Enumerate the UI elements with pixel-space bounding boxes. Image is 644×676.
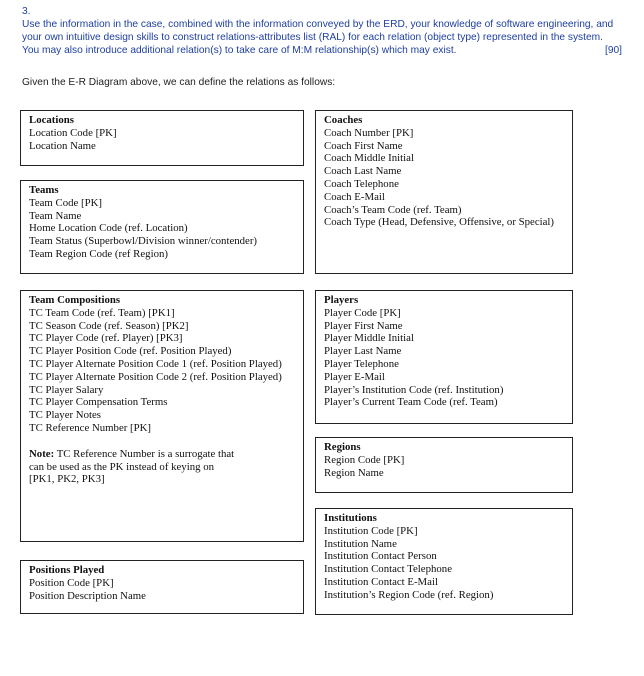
attribute: Player Middle Initial xyxy=(324,332,414,345)
attribute: Region Code [PK] xyxy=(324,453,405,466)
attribute: Location Name xyxy=(29,139,96,152)
attribute: TC Season Code (ref. Season) [PK2] xyxy=(29,319,189,332)
attribute: Region Name xyxy=(324,466,384,479)
attribute: TC Team Code (ref. Team) [PK1] xyxy=(29,306,175,319)
question-points: [90] xyxy=(605,45,622,56)
note-label: Note: xyxy=(29,447,55,460)
relation-box-regions xyxy=(315,437,573,493)
attribute: Player Code [PK] xyxy=(324,306,401,319)
attribute: Institution Contact Telephone xyxy=(324,563,452,576)
attribute: TC Player Compensation Terms xyxy=(29,396,168,409)
attribute: Institution Name xyxy=(324,537,397,550)
attribute: Position Code [PK] xyxy=(29,576,114,589)
attribute: Coach’s Team Code (ref. Team) xyxy=(324,203,462,216)
attribute: Coach First Name xyxy=(324,139,403,152)
attribute: Player E-Mail xyxy=(324,370,385,383)
attribute: Coach E-Mail xyxy=(324,190,385,203)
attribute: TC Player Notes xyxy=(29,409,101,422)
question-block xyxy=(22,5,622,57)
note xyxy=(29,448,303,486)
attribute: Team Status (Superbowl/Division winner/contender) xyxy=(29,235,258,248)
attribute: Home Location Code (ref. Location) xyxy=(29,222,188,235)
attribute: Institution Contact Person xyxy=(324,550,437,563)
intro-text: Given the E-R Diagram above, we can define the relations as follows: xyxy=(22,77,336,88)
relation-title: Positions Played xyxy=(29,564,105,576)
attribute: Coach Middle Initial xyxy=(324,152,414,165)
note-line: [PK1, PK2, PK3] xyxy=(29,473,105,486)
relation-title: Institutions xyxy=(324,512,377,524)
note-line: TC Reference Number is a surrogate that xyxy=(54,447,235,460)
relation-box-institutions xyxy=(315,508,573,615)
question-text: Use the information in the case, combined with the information conveyed by the ERD, your knowledge of software engineering, and your own intuitive design skills to construct relations-attributes list (RAL) for each relation (object type) represented in the system. You may also introduce additional relation(s) to take care of M:M relationship(s) which may exist. xyxy=(22,19,614,56)
attribute: Coach Telephone xyxy=(324,177,399,190)
attribute: Coach Last Name xyxy=(324,165,402,178)
relation-box-locations xyxy=(20,110,304,166)
attribute: Position Description Name xyxy=(29,589,146,602)
relation-title: Regions xyxy=(324,441,361,453)
attribute: Institution Contact E-Mail xyxy=(324,575,438,588)
attribute: Player Last Name xyxy=(324,345,402,358)
attribute: Player’s Current Team Code (ref. Team) xyxy=(324,396,498,409)
attribute: Location Code [PK] xyxy=(29,126,117,139)
attribute: Player First Name xyxy=(324,319,403,332)
attribute: Player’s Institution Code (ref. Institution) xyxy=(324,383,504,396)
attribute: TC Player Alternate Position Code 1 (ref. Position Played) xyxy=(29,357,282,370)
attribute: TC Player Salary xyxy=(29,383,104,396)
relation-title: Locations xyxy=(29,114,74,126)
relation-title: Coaches xyxy=(324,114,363,126)
relation-box-positions-played xyxy=(20,560,304,614)
relation-box-teams xyxy=(20,180,304,274)
relation-box-coaches xyxy=(315,110,573,274)
attribute: Player Telephone xyxy=(324,357,399,370)
relation-box-team-compositions xyxy=(20,290,304,542)
attribute: Team Name xyxy=(29,209,82,222)
question-number: 3. xyxy=(22,6,31,17)
relation-title: Teams xyxy=(29,184,59,196)
attribute: TC Player Alternate Position Code 2 (ref. Position Played) xyxy=(29,370,282,383)
attribute: TC Player Position Code (ref. Position Played) xyxy=(29,345,232,358)
attribute: Institution Code [PK] xyxy=(324,524,418,537)
attribute: Coach Number [PK] xyxy=(324,126,414,139)
attribute: TC Reference Number [PK] xyxy=(29,421,152,434)
relation-box-players xyxy=(315,290,573,424)
relation-title: Team Compositions xyxy=(29,294,121,306)
attribute: Institution’s Region Code (ref. Region) xyxy=(324,588,494,601)
relation-title: Players xyxy=(324,294,359,306)
note-line: can be used as the PK instead of keying on xyxy=(29,460,215,473)
attribute: Coach Type (Head, Defensive, Offensive, or Special) xyxy=(324,216,554,229)
attribute: Team Code [PK] xyxy=(29,196,103,209)
attribute: TC Player Code (ref. Player) [PK3] xyxy=(29,332,183,345)
attribute: Team Region Code (ref Region) xyxy=(29,247,168,260)
